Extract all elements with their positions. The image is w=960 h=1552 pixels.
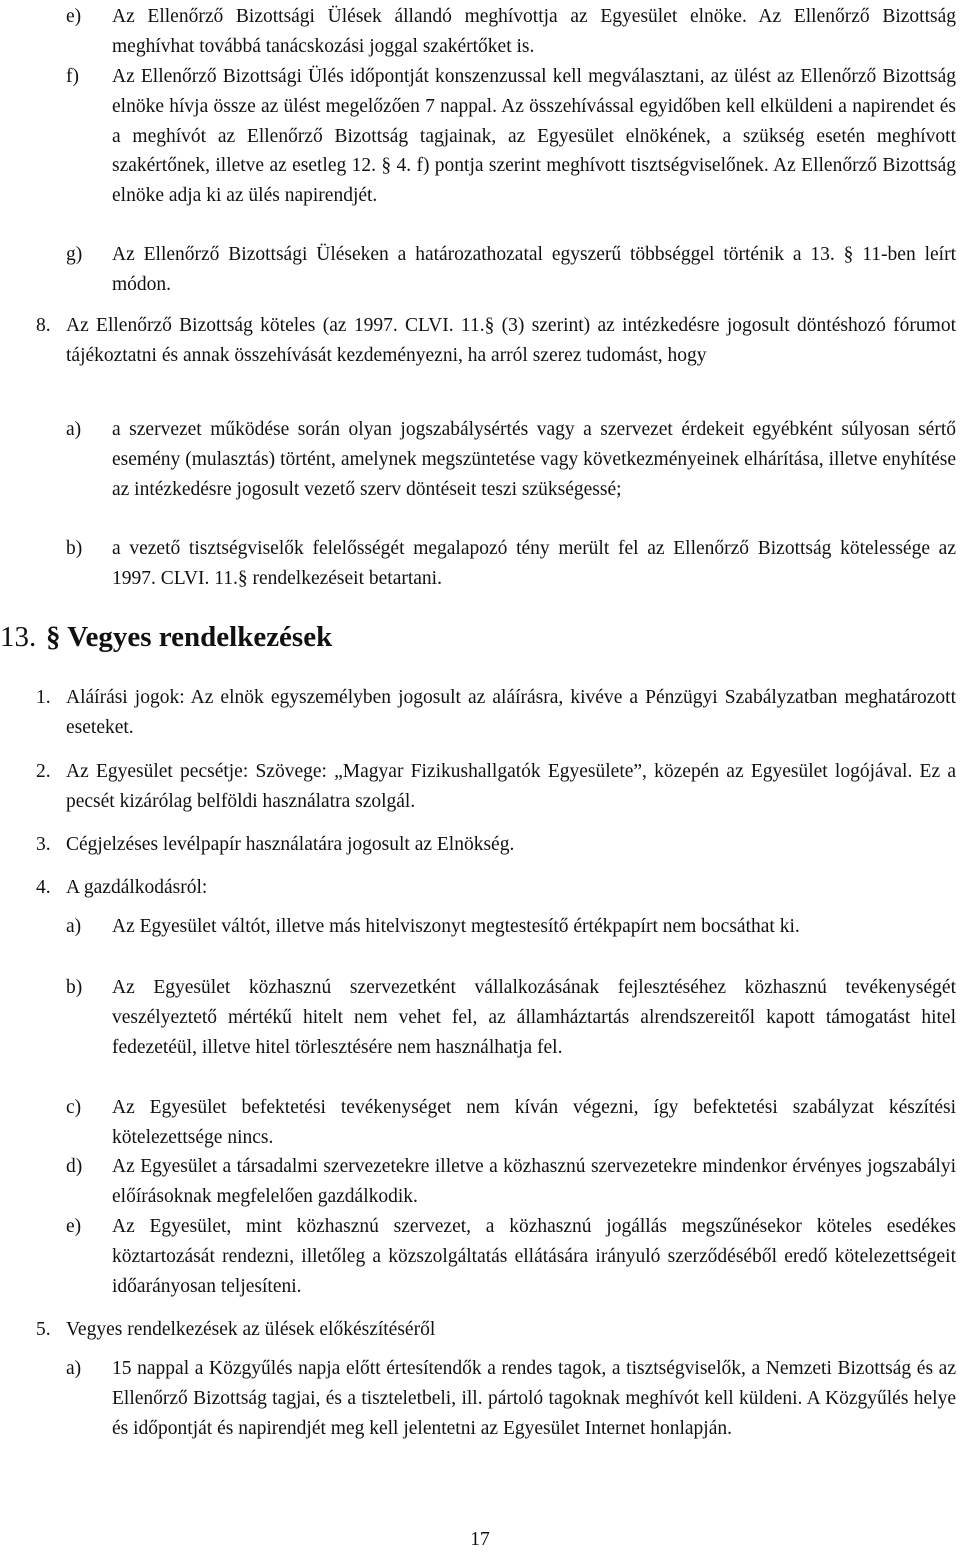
list-item-5: [36, 1315, 956, 1345]
item-label: 2.: [36, 761, 51, 782]
item-label: 3.: [36, 834, 51, 855]
item-label: f): [66, 66, 79, 87]
item-text: Az Egyesület a társadalmi szervezetekre illetve a közhasznú szervezetekre mindenkor érvényes jogszabályi előírásoknak megfelelően gazdálkodik.: [112, 1156, 956, 1207]
list-item-4d: [66, 1152, 956, 1212]
list-item-4c: [66, 1093, 956, 1153]
list-item-1: [36, 683, 956, 743]
item-label: b): [66, 538, 83, 559]
item-text: A gazdálkodásról:: [66, 877, 208, 898]
list-item-5a: [66, 1354, 956, 1443]
list-item-4: [36, 873, 956, 903]
item-label: 1.: [36, 687, 51, 708]
item-label: 5.: [36, 1319, 51, 1340]
item-text: 15 nappal a Közgyűlés napja előtt értesítendők a rendes tagok, a tisztségviselők, a Nemzeti Bizottság és az Ellenőrző Bizottság tagjai, és a tiszteletbeli, ill. pártoló tagoknak meghívót kell küldeni. A Közgyűlés helye és időpontját és napirendjét meg kell jelentetni az Egyesület Internet honlapján.: [112, 1358, 956, 1439]
list-item-2: [36, 757, 956, 817]
page-number: 17: [470, 1529, 490, 1550]
list-item-8a: [66, 415, 956, 504]
list-item-8b: [66, 534, 956, 594]
item-text: Az Egyesület, mint közhasznú szervezet, a közhasznú jogállás megszűnésekor köteles esedékes köztartozását rendezni, illetőleg a közszolgáltatás ellátására irányuló szerződéséből eredő kötelezettségeit időarányosan teljesíteni.: [112, 1216, 956, 1297]
list-item-g: [66, 240, 956, 300]
item-label: e): [66, 6, 82, 27]
item-text: Az Egyesület befektetési tevékenységet nem kíván végezni, így befektetési szabályzat készítési kötelezettsége nincs.: [112, 1097, 956, 1148]
item-text: a szervezet működése során olyan jogszabálysértés vagy a szervezet érdekeit egyébként súlyosan sértő esemény (mulasztás) történt, amelynek megszüntetése vagy következményeinek elhárítása, illetve enyhítése az intézkedésre jogosult vezető szerv döntéseit teszi szükségessé;: [112, 419, 956, 500]
list-item-4e: [66, 1212, 956, 1301]
item-label: d): [66, 1156, 83, 1177]
item-label: a): [66, 419, 82, 440]
item-text: Az Egyesület közhasznú szervezetként vállalkozásának fejlesztéséhez közhasznú tevékenységét veszélyeztető mértékű hitelt nem vehet fel, az államháztartás alrendszereitől kapott támogatást hitel fedezetéül, illetve hitel törlesztésére nem használhatja fel.: [112, 977, 956, 1058]
item-text: Aláírási jogok: Az elnök egyszemélyben jogosult az aláírásra, kivéve a Pénzügyi Szabályzatban meghatározott eseteket.: [66, 687, 956, 738]
item-text: Az Ellenőrző Bizottsági Üléseken a határozathozatal egyszerű többséggel történik a 13. § 11-ben leírt módon.: [112, 244, 956, 295]
list-item-4b: [66, 973, 956, 1062]
list-item-e: [66, 2, 956, 62]
item-label: 4.: [36, 877, 51, 898]
section-title: § Vegyes rendelkezések: [46, 621, 333, 653]
item-label: c): [66, 1097, 82, 1118]
item-label: a): [66, 1358, 82, 1379]
paragraph-8: [36, 311, 956, 371]
list-item-3: [36, 830, 956, 860]
item-label: g): [66, 244, 83, 265]
item-text: Az Ellenőrző Bizottsági Ülések állandó meghívottja az Egyesület elnöke. Az Ellenőrző Bizottság meghívhat továbbá tanácskozási joggal szakértőket is.: [112, 6, 956, 57]
item-text: Vegyes rendelkezések az ülések előkészítéséről: [66, 1319, 436, 1340]
item-text: Az Egyesület pecsétje: Szövege: „Magyar Fizikushallgatók Egyesülete”, közepén az Egyesület logójával. Ez a pecsét kizárólag belföldi használatra szolgál.: [66, 761, 956, 812]
list-item-4a: [66, 912, 956, 942]
section-number: 13.: [0, 621, 37, 653]
item-text: Az Egyesület váltót, illetve más hitelviszonyt megtestesítő értékpapírt nem bocsáthat ki.: [112, 916, 800, 937]
item-label: b): [66, 977, 83, 998]
item-label: 8.: [36, 315, 51, 336]
item-text: Cégjelzéses levélpapír használatára jogosult az Elnökség.: [66, 834, 515, 855]
item-label: a): [66, 916, 82, 937]
section-heading: [0, 620, 332, 654]
item-text: a vezető tisztségviselők felelősségét megalapozó tény merült fel az Ellenőrző Bizottság kötelessége az 1997. CLVI. 11.§ rendelkezéseit betartani.: [112, 538, 956, 589]
list-item-f: [66, 62, 956, 211]
item-label: e): [66, 1216, 82, 1237]
item-text: Az Ellenőrző Bizottsági Ülés időpontját konszenzussal kell megválasztani, az ülést az Ellenőrző Bizottság elnöke hívja össze az ülést megelőzően 7 nappal. Az összehívással egyidőben kell elküldeni a napirendet és a meghívót az Ellenőrző Bizottság tagjainak, az Egyesület elnökének, a szükség esetén meghívott szakértőnek, illetve az esetleg 12. § 4. f) pontja szerint meghívott tisztségviselőnek. Az Ellenőrző Bizottság elnöke adja ki az ülés napirendjét.: [112, 66, 956, 207]
item-text: Az Ellenőrző Bizottság köteles (az 1997. CLVI. 11.§ (3) szerint) az intézkedésre jogosult döntéshozó fórumot tájékoztatni és annak összehívását kezdeményezni, ha arról szerez tudomást, hogy: [66, 315, 956, 366]
